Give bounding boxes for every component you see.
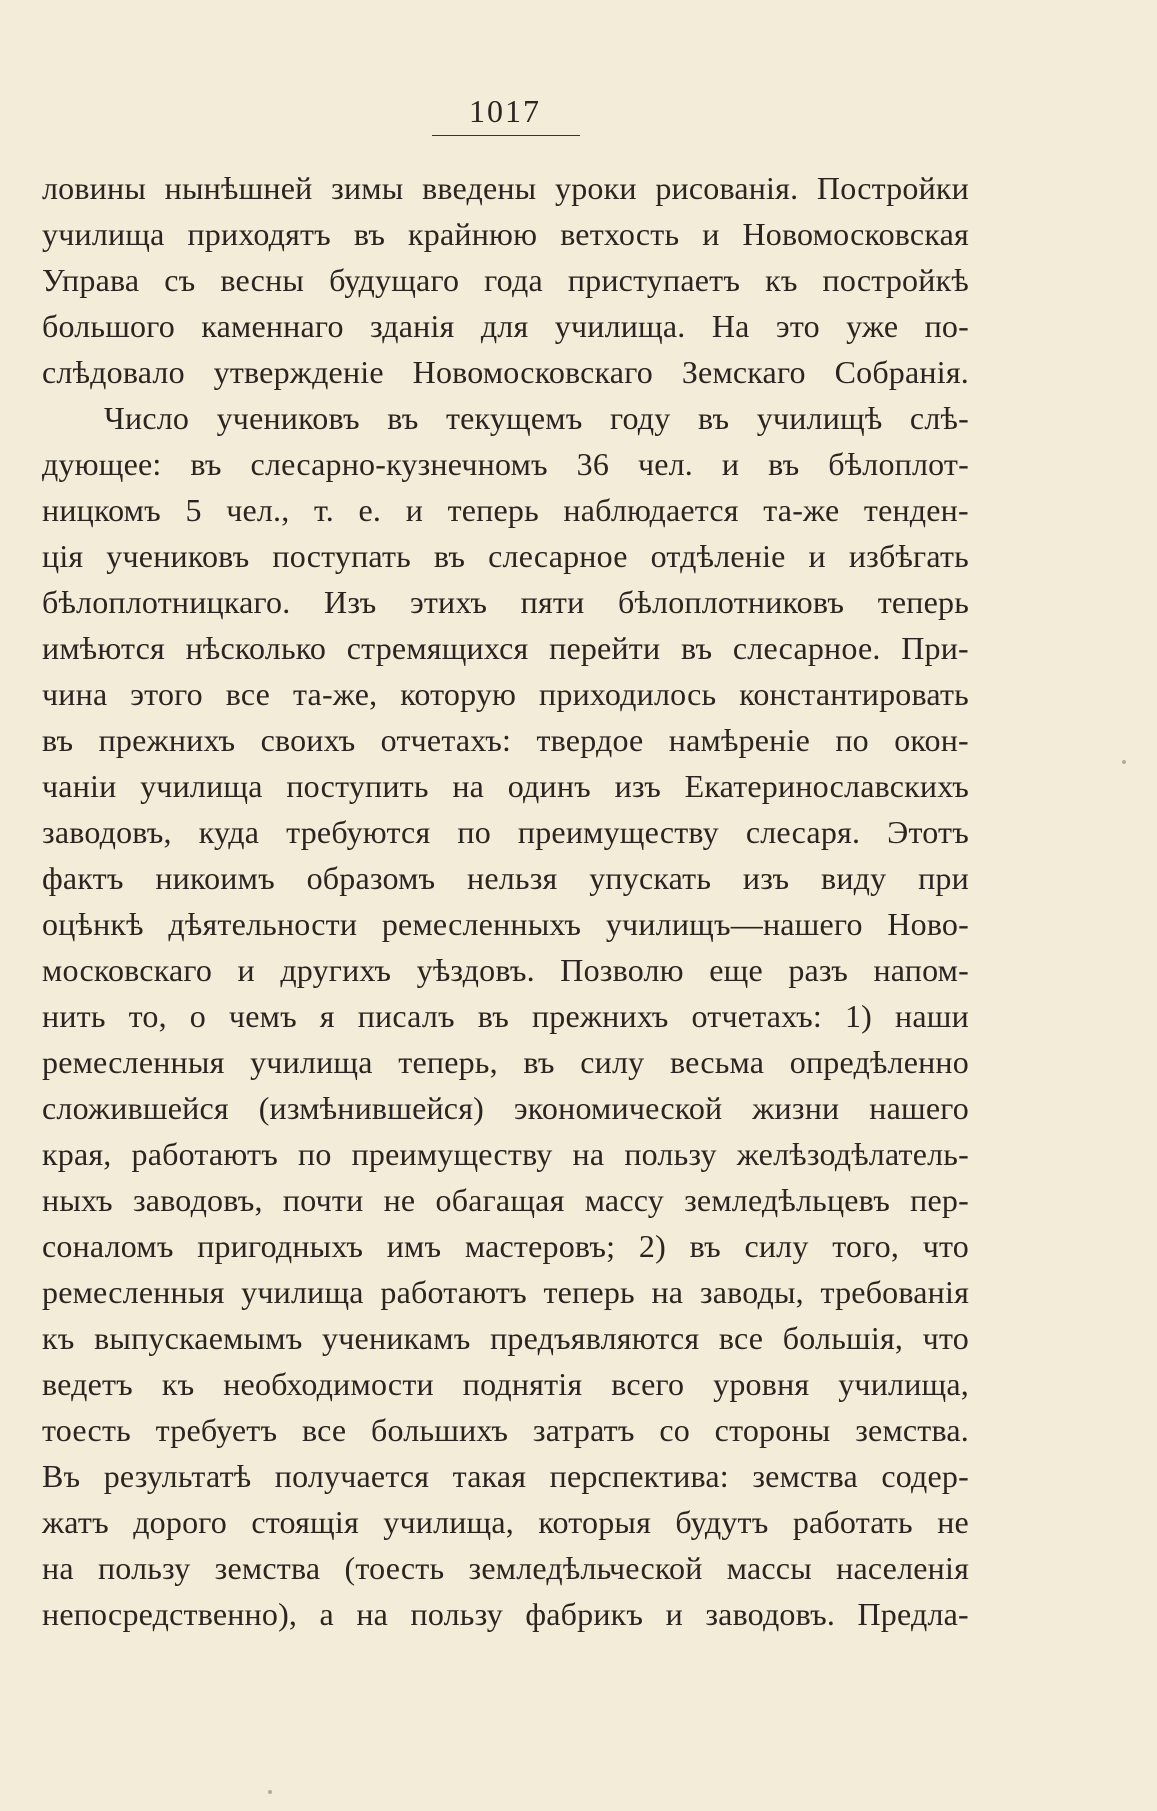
word: т. — [314, 492, 334, 528]
word: имѣются — [42, 630, 165, 666]
word: со — [659, 1412, 690, 1448]
text-line — [42, 809, 969, 855]
word: а — [319, 1596, 334, 1632]
word: массу — [584, 1182, 664, 1218]
text-line — [42, 303, 969, 349]
word: и — [808, 538, 826, 574]
word: году — [609, 400, 671, 436]
word: и — [405, 492, 424, 528]
word: теперь — [877, 584, 969, 620]
text-line — [42, 1499, 969, 1545]
word: къ — [161, 1366, 195, 1402]
word: по — [298, 1136, 332, 1172]
word: въ — [190, 446, 222, 482]
text-line — [42, 1039, 969, 1085]
word: наблюдается — [563, 492, 739, 528]
text-line — [42, 165, 969, 211]
word: При- — [901, 630, 969, 666]
word: земства — [752, 1458, 858, 1494]
word: нѣсколько — [185, 630, 327, 666]
word: перспектива: — [549, 1458, 729, 1494]
word: въ — [689, 1228, 721, 1264]
word: та-же — [763, 492, 840, 528]
word: изъ — [614, 768, 661, 804]
word: учениковъ — [216, 400, 360, 436]
word: по — [457, 814, 491, 850]
word: приходилось — [539, 676, 717, 712]
word: большого — [42, 308, 175, 344]
word: ветхость — [560, 216, 680, 252]
word: въ — [387, 400, 419, 436]
word: все — [301, 1412, 347, 1448]
word: работать — [792, 1504, 913, 1540]
word: пригодныхъ — [197, 1228, 364, 1264]
word: ведетъ — [42, 1366, 133, 1402]
word: въ — [697, 400, 730, 436]
word: то, — [128, 998, 167, 1034]
word: оцѣнкѣ — [42, 906, 144, 942]
word: чел., — [226, 492, 290, 528]
text-line — [42, 1591, 969, 1637]
word: Этотъ — [887, 814, 969, 850]
word: этого — [130, 676, 203, 712]
word: и — [702, 216, 720, 252]
word: земледѣльческой — [468, 1550, 703, 1586]
word: земства — [214, 1550, 321, 1586]
word: теперь, — [398, 1044, 498, 1080]
word: большія, — [782, 1320, 904, 1356]
word: выпускаемымъ — [94, 1320, 303, 1356]
word: въ — [523, 1044, 555, 1080]
word: не — [937, 1504, 969, 1540]
word: о — [189, 998, 206, 1034]
word: обагащая — [435, 1182, 565, 1218]
word: прежнихъ — [98, 722, 236, 758]
word: пяти — [520, 584, 585, 620]
word: Изъ — [324, 584, 377, 620]
word: слесарно-кузнечномъ — [250, 446, 548, 482]
word: ція — [42, 538, 84, 574]
word: и — [665, 1596, 683, 1632]
word: на — [651, 1274, 684, 1310]
text-line — [42, 763, 969, 809]
word: учениковъ — [106, 538, 250, 574]
word: теперь — [447, 492, 539, 528]
word: уровня — [713, 1366, 810, 1402]
word: другихъ — [280, 952, 392, 988]
text-line — [42, 1177, 969, 1223]
word: въ — [477, 998, 509, 1034]
word: это — [775, 308, 820, 344]
text-line — [42, 1453, 969, 1499]
word: прежнихъ — [531, 998, 669, 1034]
word: поступать — [272, 538, 411, 574]
word: для — [480, 308, 529, 344]
word: постройкѣ — [822, 262, 969, 298]
word: стоящія — [251, 1504, 359, 1540]
word: содер- — [881, 1458, 969, 1494]
word: ныхъ — [42, 1182, 113, 1218]
word: я — [319, 998, 335, 1034]
text-line — [42, 533, 969, 579]
text-line — [42, 625, 969, 671]
word: чел. — [637, 446, 694, 482]
word: затратъ — [532, 1412, 635, 1448]
word: ловины — [42, 170, 147, 206]
word: результатѣ — [103, 1458, 252, 1494]
word: теперь — [543, 1274, 635, 1310]
word: предъявляются — [490, 1320, 700, 1356]
word: писалъ — [357, 998, 455, 1034]
page-number-rule — [432, 135, 580, 136]
word: которыя — [538, 1504, 652, 1540]
word: та-же, — [292, 676, 378, 712]
word: пользу — [624, 1136, 717, 1172]
text-line — [42, 257, 969, 303]
word: при — [918, 860, 969, 896]
word: преимуществу — [517, 814, 719, 850]
word: пер- — [910, 1182, 969, 1218]
word: училища, — [838, 1366, 969, 1402]
word: сложившейся — [42, 1090, 229, 1126]
word: не — [383, 1182, 416, 1218]
word: къ — [765, 262, 798, 298]
word: рисованія. — [655, 170, 799, 206]
word: дорого — [133, 1504, 227, 1540]
word: работаютъ — [131, 1136, 278, 1172]
word: своихъ — [260, 722, 356, 758]
word: мастеровъ; — [464, 1228, 616, 1264]
word: жизни — [752, 1090, 840, 1126]
word: зимы — [331, 170, 404, 206]
word: силу — [744, 1228, 809, 1264]
page-number: 1017 — [469, 93, 541, 129]
word: Постройки — [816, 170, 969, 206]
word: дѣятельности — [168, 906, 358, 942]
word: нельзя — [467, 860, 558, 896]
word: утвержденіе — [213, 354, 384, 390]
text-line — [42, 993, 969, 1039]
word: желѣзодѣлатель- — [736, 1136, 969, 1172]
word: зданія — [370, 308, 455, 344]
word: училищъ—нашего — [605, 906, 863, 942]
word: никоимъ — [155, 860, 275, 896]
word: будутъ — [675, 1504, 769, 1540]
word: заводовъ, — [132, 1182, 263, 1218]
word: слѣдовало — [42, 354, 185, 390]
word: училища — [250, 1044, 373, 1080]
word: бѣлоплотниковъ — [618, 584, 845, 620]
word: получается — [274, 1458, 430, 1494]
word: ученикамъ — [322, 1320, 471, 1356]
word: слесаря. — [745, 814, 861, 850]
word: заводы, — [699, 1274, 804, 1310]
word: училища — [241, 1274, 364, 1310]
word: земледѣльцевъ — [684, 1182, 890, 1218]
word: на — [42, 1550, 74, 1586]
word: по- — [924, 308, 969, 344]
text-line — [42, 717, 969, 763]
word: въ — [433, 538, 466, 574]
word: Собранія. — [834, 354, 969, 390]
word: которую — [400, 676, 517, 712]
word: фактъ — [42, 860, 124, 896]
word: все — [718, 1320, 764, 1356]
text-line — [42, 671, 969, 717]
word: тоесть — [42, 1412, 131, 1448]
word: работаютъ — [380, 1274, 527, 1310]
word: введены — [422, 170, 537, 206]
word: чаніи — [42, 768, 117, 804]
word: тенден- — [863, 492, 969, 528]
word: училища — [140, 768, 263, 804]
word: большихъ — [371, 1412, 509, 1448]
word: нашего — [869, 1090, 969, 1126]
word: и — [721, 446, 740, 482]
word: (тоесть — [344, 1550, 445, 1586]
word: константировать — [739, 676, 969, 712]
word: Предла- — [857, 1596, 969, 1632]
word: перейти — [549, 630, 661, 666]
word: уроки — [555, 170, 637, 206]
paper-speck — [1122, 760, 1126, 764]
text-line — [42, 1131, 969, 1177]
word: года — [484, 262, 543, 298]
word: края, — [42, 1136, 112, 1172]
word: крайнюю — [408, 216, 538, 252]
word: виду — [821, 860, 887, 896]
word: заводовъ, — [42, 814, 172, 850]
word: такая — [452, 1458, 527, 1494]
text-line — [42, 441, 969, 487]
word: почти — [282, 1182, 364, 1218]
word: слѣ- — [909, 400, 969, 436]
word: въ — [768, 446, 800, 482]
word: бѣлоплотницкаго. — [42, 584, 291, 620]
word: къ — [42, 1320, 75, 1356]
word: намѣреніе — [668, 722, 810, 758]
word: еще — [709, 952, 763, 988]
word: училища — [42, 216, 165, 252]
word: требованія — [820, 1274, 969, 1310]
word: 36 — [576, 446, 610, 482]
text-line — [42, 855, 969, 901]
paper-speck — [268, 1790, 272, 1794]
word: что — [922, 1228, 969, 1264]
text-line — [42, 1315, 969, 1361]
word: нынѣшней — [164, 170, 313, 206]
text-line — [42, 1407, 969, 1453]
word: напом- — [873, 952, 969, 988]
word: имъ — [386, 1228, 442, 1264]
text-line — [42, 211, 969, 257]
word: уѣздовъ. — [416, 952, 535, 988]
word: въ — [680, 630, 713, 666]
word: пользу — [410, 1596, 503, 1632]
word: (измѣнившейся) — [258, 1090, 484, 1126]
word: училища. — [554, 308, 686, 344]
word: отчетахъ: — [691, 998, 822, 1034]
word: Въ — [42, 1458, 81, 1494]
text-line — [42, 1085, 969, 1131]
word: соналомъ — [42, 1228, 174, 1264]
word: на — [452, 768, 485, 804]
word: упускать — [589, 860, 712, 896]
word: Новомосковскаго — [412, 354, 653, 390]
word: Земскаго — [681, 354, 806, 390]
word: стремящихся — [346, 630, 529, 666]
word: Екатеринославскихъ — [684, 768, 969, 804]
word: московскаго — [42, 952, 213, 988]
word: приходятъ — [187, 216, 331, 252]
word: этихъ — [409, 584, 488, 620]
word: стороны — [714, 1412, 831, 1448]
word: отдѣленіе — [650, 538, 786, 574]
word: по — [835, 722, 869, 758]
word: и — [237, 952, 255, 988]
word: 1) — [844, 998, 873, 1034]
word: Новомосковская — [742, 216, 969, 252]
word: избѣгать — [848, 538, 969, 574]
word: уже — [846, 308, 899, 344]
word: 2) — [638, 1228, 666, 1264]
word: слесарное. — [732, 630, 881, 666]
text-line — [42, 487, 969, 533]
word: нить — [42, 998, 106, 1034]
word: въ — [42, 722, 74, 758]
word: Ново- — [887, 906, 969, 942]
word: будущаго — [329, 262, 460, 298]
word: все — [225, 676, 271, 712]
word: Управа — [42, 262, 140, 298]
word: въ — [353, 216, 386, 252]
text-line — [42, 349, 969, 395]
word: на — [572, 1136, 605, 1172]
word: преимуществу — [351, 1136, 553, 1172]
word: массы — [726, 1550, 812, 1586]
text-line — [42, 579, 969, 625]
word: текущемъ — [445, 400, 583, 436]
word: образомъ — [306, 860, 436, 896]
word: слесарное — [488, 538, 628, 574]
word: чемъ — [228, 998, 297, 1034]
word: требуются — [286, 814, 431, 850]
word: на — [356, 1596, 389, 1632]
word: пользу — [97, 1550, 191, 1586]
word: опредѣленно — [789, 1044, 969, 1080]
word: наши — [895, 998, 969, 1034]
word: населенія — [836, 1550, 969, 1586]
word: изъ — [742, 860, 790, 896]
word: ремесленныхъ — [381, 906, 582, 942]
word: фабрикъ — [525, 1596, 644, 1632]
word: Позволю — [560, 952, 684, 988]
word: требуетъ — [155, 1412, 278, 1448]
word: жатъ — [42, 1504, 109, 1540]
word: приступаетъ — [567, 262, 741, 298]
word: училищѣ — [756, 400, 883, 436]
text-line — [42, 901, 969, 947]
word: училища, — [383, 1504, 515, 1540]
word: ницкомъ — [42, 492, 161, 528]
word: весны — [220, 262, 305, 298]
word: На — [711, 308, 750, 344]
text-line — [42, 1361, 969, 1407]
word: поступить — [286, 768, 429, 804]
word: заводовъ. — [705, 1596, 836, 1632]
word: дующее: — [42, 446, 162, 482]
word: Число — [104, 400, 190, 436]
word: всего — [611, 1366, 685, 1402]
word: окон- — [894, 722, 969, 758]
word: каменнаго — [201, 308, 344, 344]
word: разъ — [788, 952, 848, 988]
word: силу — [580, 1044, 645, 1080]
text-line — [42, 1269, 969, 1315]
word: 5 — [185, 492, 202, 528]
word: твердое — [536, 722, 644, 758]
word: экономической — [513, 1090, 723, 1126]
word: одинъ — [507, 768, 591, 804]
word: что — [922, 1320, 969, 1356]
word: съ — [164, 262, 196, 298]
word: того, — [832, 1228, 900, 1264]
text-line — [42, 395, 969, 441]
word: весьма — [670, 1044, 765, 1080]
text-line — [42, 947, 969, 993]
word: непосредственно), — [42, 1596, 298, 1632]
word: е. — [358, 492, 382, 528]
word: куда — [198, 814, 260, 850]
body-text — [42, 165, 969, 1637]
word: ремесленныя — [42, 1274, 225, 1310]
text-line — [42, 1545, 969, 1591]
word: чина — [42, 676, 108, 712]
word: необходимости — [223, 1366, 434, 1402]
text-line — [42, 1223, 969, 1269]
word: бѣлоплот- — [828, 446, 969, 482]
word: ремесленныя — [42, 1044, 225, 1080]
word: отчетахъ: — [380, 722, 512, 758]
word: поднятія — [462, 1366, 583, 1402]
word: земства. — [855, 1412, 969, 1448]
